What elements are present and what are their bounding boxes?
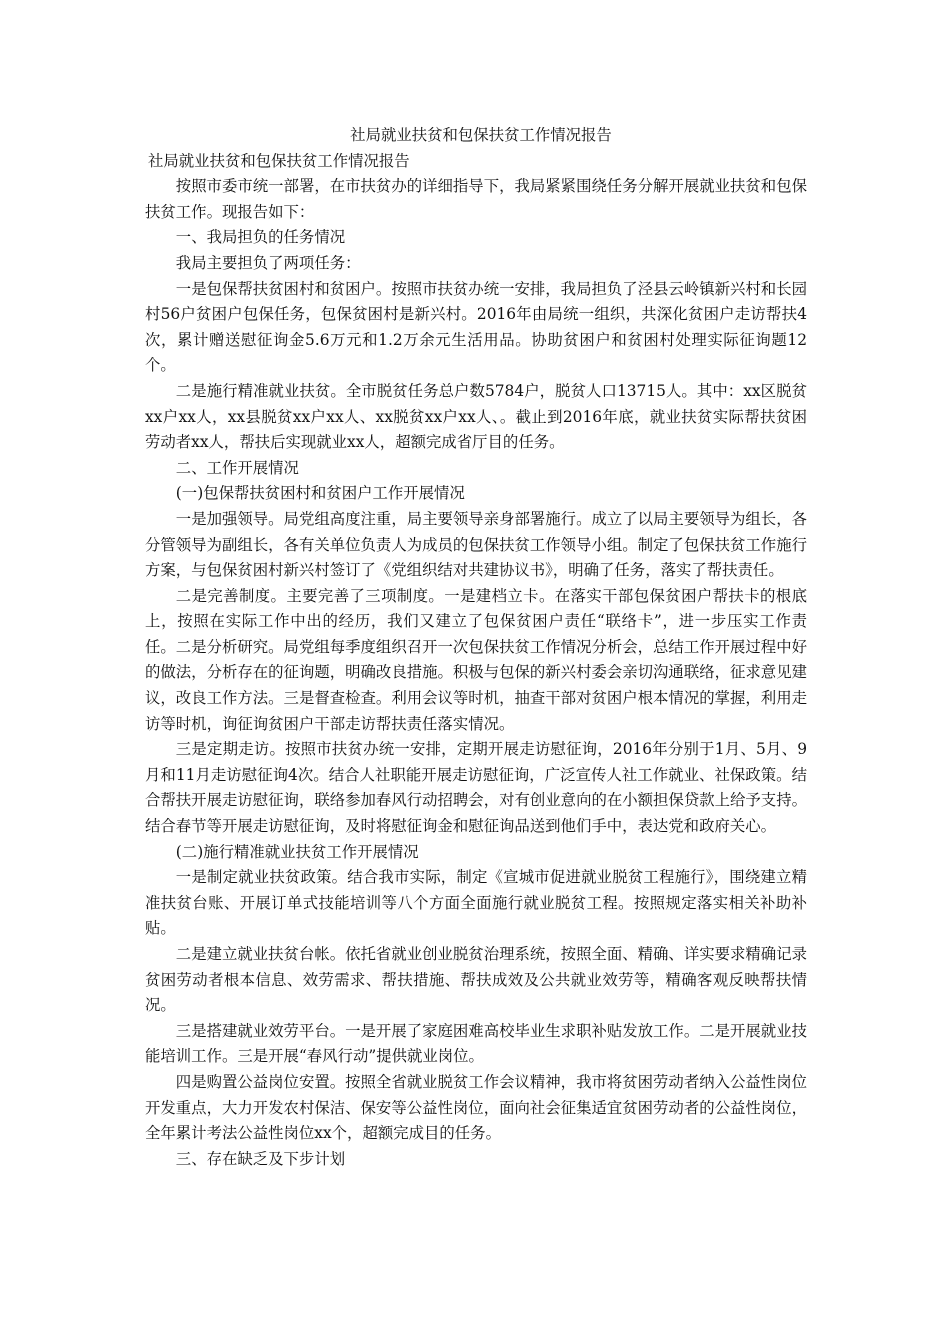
- paragraph-visits: 三是定期走访。按照市扶贫办统一安排，定期开展走访慰征询，2016年分别于1月、5月、9月和11月走访慰征询4次。结合人社职能开展走访慰征询，广泛宣传人社工作就业、社保政策。结合帮扶开展走访慰征询，联络参加春风行动招聘会，对有创业意向的在小额担保贷款上给予支持。结合春节等开展走访慰征询，及时将慰征询金和慰征询品送到他们手中，表达党和政府关心。: [145, 740, 807, 836]
- document-body: [145, 123, 807, 1172]
- paragraph-platform: 三是搭建就业效劳平台。一是开展了家庭困难高校毕业生求职补贴发放工作。二是开展就业技能培训工作。三是开展“春风行动”提供就业岗位。: [145, 1021, 807, 1066]
- document-title: 社局就业扶贫和包保扶贫工作情况报告: [350, 126, 612, 144]
- paragraph-task-1: 一是包保帮扶贫困村和贫困户。按照市扶贫办统一安排，我局担负了泾县云岭镇新兴村和长园村56户贫困户包保任务，包保贫困村是新兴村。2016年由局统一组织，共深化贫困户走访帮扶4次，累计赠送慰征询金5.6万元和1.2万余元生活用品。协助贫困户和贫困村处理实际征询题12个。: [145, 279, 807, 375]
- paragraph-task-2: 二是施行精准就业扶贫。全市脱贫任务总户数5784户，脱贫人口13715人。其中：xx区脱贫xx户xx人，xx县脱贫xx户xx人、xx脱贫xx户xx人、。截止到2016年底，就业扶贫实际帮扶贫困劳动者xx人，帮扶后实现就业xx人，超额完成省厅目的任务。: [145, 381, 807, 452]
- subsection-heading-1: (一)包保帮扶贫困村和贫困户工作开展情况: [175, 484, 465, 503]
- paragraph-ledger: 二是建立就业扶贫台帐。依托省就业创业脱贫治理系统，按照全面、精确、详实要求精确记录贫困劳动者根本信息、效劳需求、帮扶措施、帮扶成效及公共就业效劳等，精确客观反映帮扶情况。: [145, 945, 807, 1015]
- paragraph-system: 二是完善制度。主要完善了三项制度。一是建档立卡。在落实干部包保贫困户帮扶卡的根底上，按照在实际工作中出的经历，我们又建立了包保贫困户责任“联络卡”，进一步压实工作责任。二是分析研究。局党组每季度组织召开一次包保扶贫工作情况分析会，总结工作开展过程中好的做法，分析存在的征询题，明确改良措施。积极与包保的新兴村委会亲切沟通联络，征求意见建议，改良工作方法。三是督查检查。利用会议等时机，抽查干部对贫困户根本情况的掌握，利用走访等时机，询征询贫困户干部走访帮扶责任落实情况。: [145, 586, 807, 733]
- paragraph-public-posts: 四是购置公益岗位安置。按照全省就业脱贫工作会议精神，我市将贫困劳动者纳入公益性岗位开发重点，大力开发农村保洁、保安等公益性岗位，面向社会征集适宜贫困劳动者的公益性岗位，全年累计考法公益性岗位xx个，超额完成目的任务。: [145, 1072, 807, 1143]
- section-heading-2: 二、工作开展情况: [175, 458, 299, 477]
- paragraph-policy: 一是制定就业扶贫政策。结合我市实际，制定《宣城市促进就业脱贫工程施行》，围绕建立精准扶贫台账、开展订单式技能培训等八个方面全面施行就业脱贫工程。按照规定落实相关补助补贴。: [145, 868, 807, 938]
- subsection-heading-2: (二)施行精准就业扶贫工作开展情况: [175, 842, 419, 861]
- paragraph-intro: 按照市委市统一部署，在市扶贫办的详细指导下，我局紧紧围绕任务分解开展就业扶贫和包保扶贫工作。现报告如下：: [145, 177, 807, 221]
- section-heading-3: 三、存在缺乏及下步计划: [175, 1149, 346, 1168]
- paragraph-leadership: 一是加强领导。局党组高度注重，局主要领导亲身部署施行。成立了以局主要领导为组长，各分管领导为副组长，各有关单位负责人为成员的包保扶贫工作领导小组。制定了包保扶贫工作施行方案，与包保贫困村新兴村签订了《党组织结对共建协议书》，明确了任务，落实了帮扶责任。: [145, 509, 807, 580]
- section-heading-1: 一、我局担负的任务情况: [175, 228, 346, 247]
- document-subtitle: 社局就业扶贫和包保扶贫工作情况报告: [148, 151, 410, 170]
- paragraph-tasks: 我局主要担负了两项任务：: [175, 253, 361, 272]
